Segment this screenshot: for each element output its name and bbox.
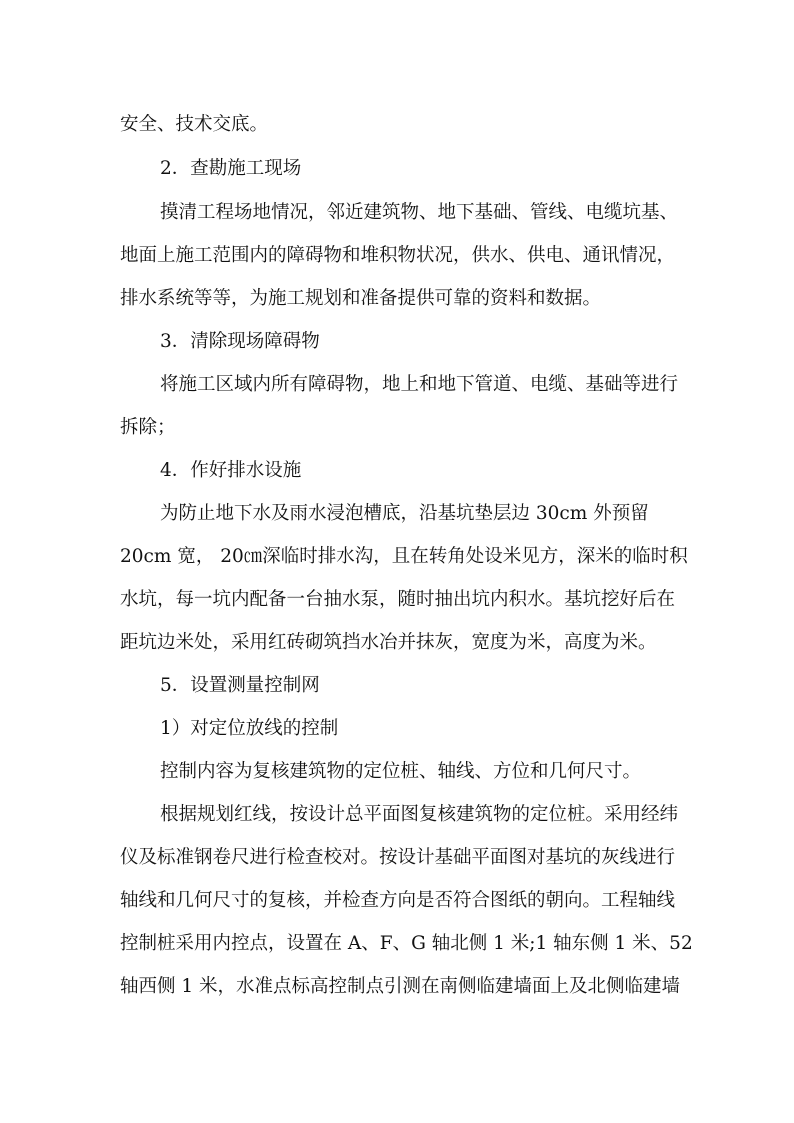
paragraph-line: 轴线和几何尺寸的复核，并检查方向是否符合图纸的朝向。工程轴线 <box>120 890 676 911</box>
paragraph-line: 地面上施工范围内的障碍物和堆积物状况，供水、供电、通讯情况， <box>120 245 676 266</box>
paragraph-line: 根据规划红线，按设计总平面图复核建筑物的定位桩。采用经纬 <box>160 804 679 825</box>
paragraph-line: 拆除； <box>120 417 176 438</box>
subsection-heading: 1）对定位放线的控制 <box>160 718 339 739</box>
paragraph-line: 控制内容为复核建筑物的定位桩、轴线、方位和几何尺寸。 <box>160 761 642 782</box>
paragraph-line: 排水系统等等，为施工规划和准备提供可靠的资料和数据。 <box>120 288 602 309</box>
paragraph-line: 安全、技术交底。 <box>120 114 269 135</box>
section-heading: 3．清除现场障碍物 <box>160 331 320 352</box>
paragraph-line: 摸清工程场地情况，邻近建筑物、地下基础、管线、电缆坑基、 <box>160 202 679 223</box>
paragraph-line: 距坑边米处，采用红砖砌筑挡水冶并抹灰，宽度为米，高度为米。 <box>120 632 657 653</box>
paragraph-line: 轴西侧 1 米，水准点标高控制点引测在南侧临建墙面上及北侧临建墙 <box>120 976 681 997</box>
paragraph-line: 控制桩采用内控点，设置在 A、F、G 轴北侧 1 米;1 轴东侧 1 米、52 <box>120 933 693 954</box>
section-heading: 4．作好排水设施 <box>160 460 302 481</box>
section-heading: 5．设置测量控制网 <box>160 675 320 696</box>
paragraph-line: 仪及标准钢卷尺进行检查校对。按设计基础平面图对基坑的灰线进行 <box>120 847 676 868</box>
paragraph-line: 20cm 宽， 20㎝深临时排水沟，且在转角处设米见方，深米的临时积 <box>120 546 688 567</box>
section-heading: 2．查勘施工现场 <box>160 158 302 179</box>
paragraph-line: 为防止地下水及雨水浸泡槽底，沿基坑垫层边 30cm 外预留 <box>160 503 649 524</box>
paragraph-line: 水坑，每一坑内配备一台抽水泵，随时抽出坑内积水。基坑挖好后在 <box>120 589 676 610</box>
paragraph-line: 将施工区域内所有障碍物，地上和地下管道、电缆、基础等进行 <box>160 374 679 395</box>
